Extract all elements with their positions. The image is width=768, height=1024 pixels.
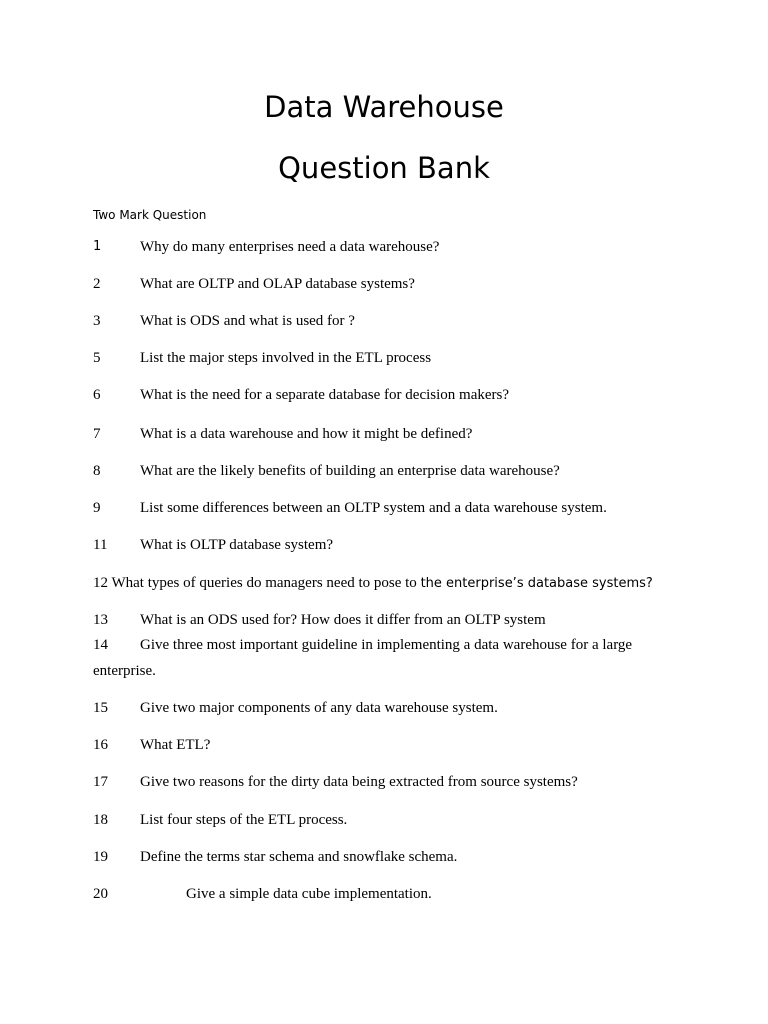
question-number: 11 (93, 537, 108, 553)
question-text: List the major steps involved in the ETL process (140, 350, 432, 366)
question-number: 9 (93, 500, 101, 516)
question-number: 18 (93, 812, 108, 828)
question-number: 6 (93, 387, 101, 403)
question-number: 12 (93, 575, 108, 591)
question-text: Define the terms star schema and snowflake schema. (140, 849, 458, 865)
question-text-continued: the enterprise’s database systems? (420, 576, 653, 591)
question-item (93, 572, 653, 595)
question-number: 16 (93, 737, 108, 753)
document-title: Data Warehouse (264, 90, 504, 124)
question-text: What are OLTP and OLAP database systems? (140, 276, 415, 292)
question-number: 14 (93, 637, 108, 653)
question-number: 3 (93, 313, 101, 329)
question-text: Why do many enterprises need a data warehouse? (140, 239, 440, 255)
question-number: 8 (93, 463, 101, 479)
question-text: List some differences between an OLTP system and a data warehouse system. (140, 500, 607, 516)
section-heading: Two Mark Question (93, 208, 207, 222)
question-number: 19 (93, 849, 108, 865)
question-number: 15 (93, 700, 108, 716)
document-subtitle: Question Bank (278, 151, 490, 185)
question-number: 20 (93, 886, 108, 902)
question-text: Give three most important guideline in implementing a data warehouse for a large (140, 637, 633, 653)
question-text: Give two major components of any data warehouse system. (140, 700, 498, 716)
question-text: What is ODS and what is used for ? (140, 313, 355, 329)
question-text: Give two reasons for the dirty data being extracted from source systems? (140, 774, 578, 790)
question-text: What is a data warehouse and how it might be defined? (140, 426, 473, 442)
question-text-wrap: enterprise. (93, 663, 156, 679)
question-number: 1 (93, 239, 102, 254)
question-number: 7 (93, 426, 101, 442)
question-number: 13 (93, 612, 108, 628)
question-text: What is the need for a separate database for decision makers? (140, 387, 509, 403)
question-number: 17 (93, 774, 108, 790)
question-text: List four steps of the ETL process. (140, 812, 348, 828)
question-text: What is an ODS used for? How does it differ from an OLTP system (140, 612, 546, 628)
question-text: What ETL? (140, 737, 211, 753)
question-number: 5 (93, 350, 101, 366)
question-number: 2 (93, 276, 101, 292)
question-text: What types of queries do managers need to pose to (111, 575, 417, 591)
question-text: What is OLTP database system? (140, 537, 334, 553)
question-text: Give a simple data cube implementation. (186, 886, 432, 902)
question-text: What are the likely benefits of building an enterprise data warehouse? (140, 463, 560, 479)
